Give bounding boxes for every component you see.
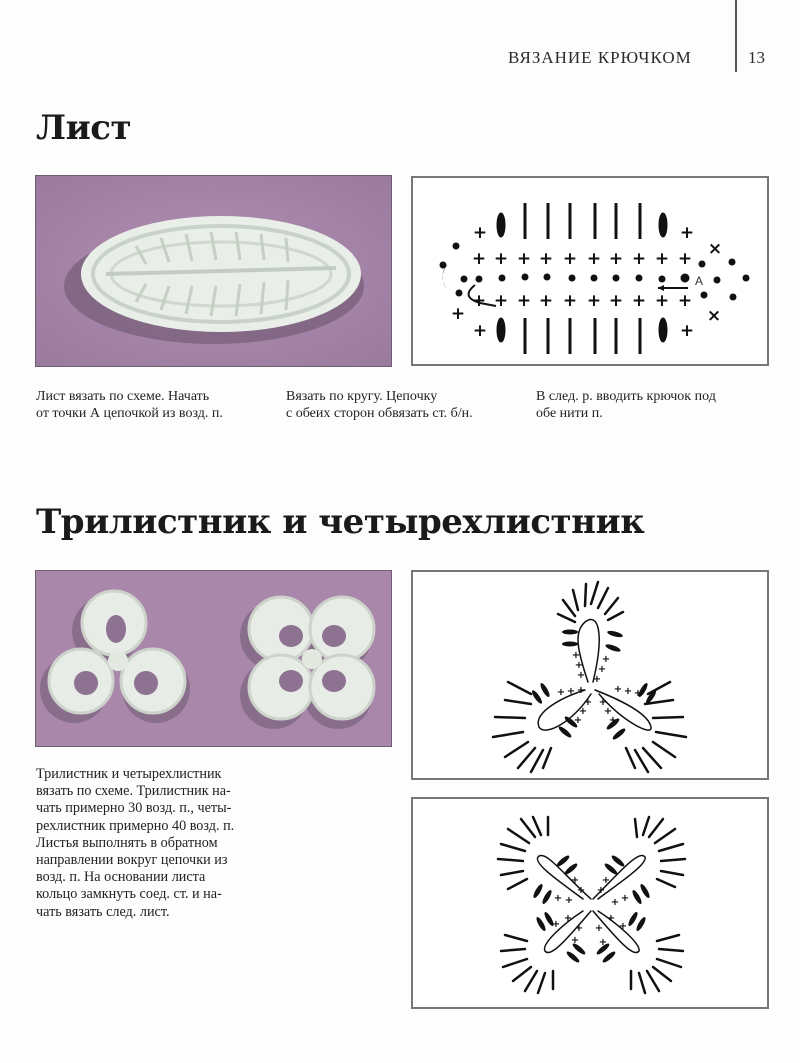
- leaf-photo: [35, 175, 392, 367]
- caption-leaf-3: [536, 388, 776, 422]
- clover-instructions: [36, 766, 276, 921]
- point-a-label: A: [695, 274, 704, 288]
- svg-text:+: +: [574, 660, 584, 671]
- svg-text:+: +: [556, 687, 566, 698]
- svg-text:+: +: [598, 697, 608, 708]
- svg-text:+: +: [608, 715, 618, 726]
- svg-text:+: +: [562, 291, 578, 311]
- section-title-leaf: Лист: [36, 108, 132, 148]
- instruction-line: рехлистник примерно 40 возд. п.: [36, 817, 235, 834]
- svg-text:+: +: [618, 921, 628, 932]
- caption-line: обе нити п.: [536, 406, 603, 421]
- leaf-stitch-chart: [411, 176, 769, 366]
- quatrefoil-chart-diagram: [413, 799, 767, 1007]
- trefoil-quatrefoil-photo: [35, 570, 392, 747]
- section-title-clover: Трилистник и четырехлистник: [36, 502, 645, 542]
- svg-text:+: +: [596, 885, 606, 896]
- svg-text:+: +: [679, 223, 695, 243]
- instruction-line: направлении вокруг цепочки из: [36, 852, 228, 869]
- svg-text:+: +: [573, 715, 583, 726]
- svg-text:+: +: [598, 937, 608, 948]
- svg-text:×: ×: [706, 306, 722, 326]
- trefoil-chart: [411, 570, 769, 780]
- caption-line: от точки А цепочкой из возд. п.: [36, 406, 223, 421]
- caption-line: Лист вязать по схеме. Начать: [36, 389, 210, 404]
- svg-text:+: +: [606, 913, 616, 924]
- svg-text:×: ×: [707, 239, 723, 259]
- svg-text:+: +: [576, 885, 586, 896]
- svg-text:+: +: [623, 686, 633, 697]
- svg-text:+: +: [610, 897, 620, 908]
- instruction-line: чать вязать след. лист.: [36, 903, 170, 920]
- svg-text:+: +: [564, 895, 574, 906]
- svg-text:+: +: [654, 249, 670, 269]
- svg-text:+: +: [576, 685, 586, 696]
- svg-text:+: +: [601, 875, 611, 886]
- trefoil-chart-diagram: [413, 572, 767, 778]
- quatrefoil-chart: [411, 797, 769, 1009]
- svg-text:+: +: [551, 919, 561, 930]
- svg-text:+: +: [603, 706, 613, 717]
- caption-line: Вязать по кругу. Цепочку: [286, 389, 438, 404]
- svg-text:+: +: [613, 684, 623, 695]
- svg-text:+: +: [538, 249, 554, 269]
- svg-text:+: +: [570, 875, 580, 886]
- header-divider: [735, 0, 737, 72]
- svg-text:+: +: [571, 650, 581, 661]
- svg-text:+: +: [608, 249, 624, 269]
- svg-text:+: +: [633, 688, 643, 699]
- svg-text:+: +: [472, 321, 488, 341]
- svg-text:+: +: [631, 249, 647, 269]
- svg-text:+: +: [620, 893, 630, 904]
- instruction-line: Листья выполнять в обратном: [36, 834, 218, 851]
- caption-line: с обеих сторон обвязать ст. б/н.: [286, 406, 473, 421]
- svg-text:+: +: [574, 923, 584, 934]
- svg-text:+: +: [631, 291, 647, 311]
- caption-leaf-1: [36, 388, 276, 422]
- instruction-line: возд. п. На основании листа: [36, 869, 206, 886]
- svg-text:+: +: [578, 706, 588, 717]
- svg-text:+: +: [586, 291, 602, 311]
- svg-text:+: +: [472, 223, 488, 243]
- svg-text:+: +: [594, 923, 604, 934]
- caption-leaf-2: [286, 388, 526, 422]
- svg-text:+: +: [516, 291, 532, 311]
- svg-text:+: +: [553, 893, 563, 904]
- instruction-line: чать примерно 30 возд. п., четы-: [36, 800, 232, 817]
- svg-text:+: +: [562, 249, 578, 269]
- svg-text:+: +: [516, 249, 532, 269]
- svg-text:+: +: [677, 291, 693, 311]
- svg-text:+: +: [679, 321, 695, 341]
- svg-text:+: +: [570, 935, 580, 946]
- instruction-line: кольцо замкнуть соед. ст. и на-: [36, 886, 222, 903]
- crochet-clovers-image: [36, 571, 391, 746]
- running-header-title: ВЯЗАНИЕ КРЮЧКОМ: [508, 48, 692, 67]
- svg-text:+: +: [586, 249, 602, 269]
- svg-text:+: +: [608, 291, 624, 311]
- svg-text:+: +: [563, 913, 573, 924]
- svg-text:+: +: [493, 291, 509, 311]
- leaf-chart-diagram: [413, 178, 767, 364]
- svg-text:+: +: [566, 686, 576, 697]
- crochet-leaf-image: [36, 176, 391, 366]
- svg-text:+: +: [583, 697, 593, 708]
- svg-text:+: +: [471, 249, 487, 269]
- caption-line: В след. р. вводить крючок под: [536, 389, 716, 404]
- svg-text:+: +: [471, 291, 487, 311]
- svg-text:+: +: [601, 654, 611, 665]
- svg-text:+: +: [592, 674, 602, 685]
- page-number: 13: [748, 48, 765, 67]
- svg-text:+: +: [538, 291, 554, 311]
- instruction-line: вязать по схеме. Трилистник на-: [36, 783, 231, 800]
- svg-text:+: +: [677, 249, 693, 269]
- svg-text:+: +: [654, 291, 670, 311]
- svg-text:+: +: [597, 664, 607, 675]
- svg-text:+: +: [576, 670, 586, 681]
- svg-text:+: +: [450, 304, 466, 324]
- svg-text:+: +: [493, 249, 509, 269]
- instruction-line: Трилистник и четырехлистник: [36, 766, 222, 782]
